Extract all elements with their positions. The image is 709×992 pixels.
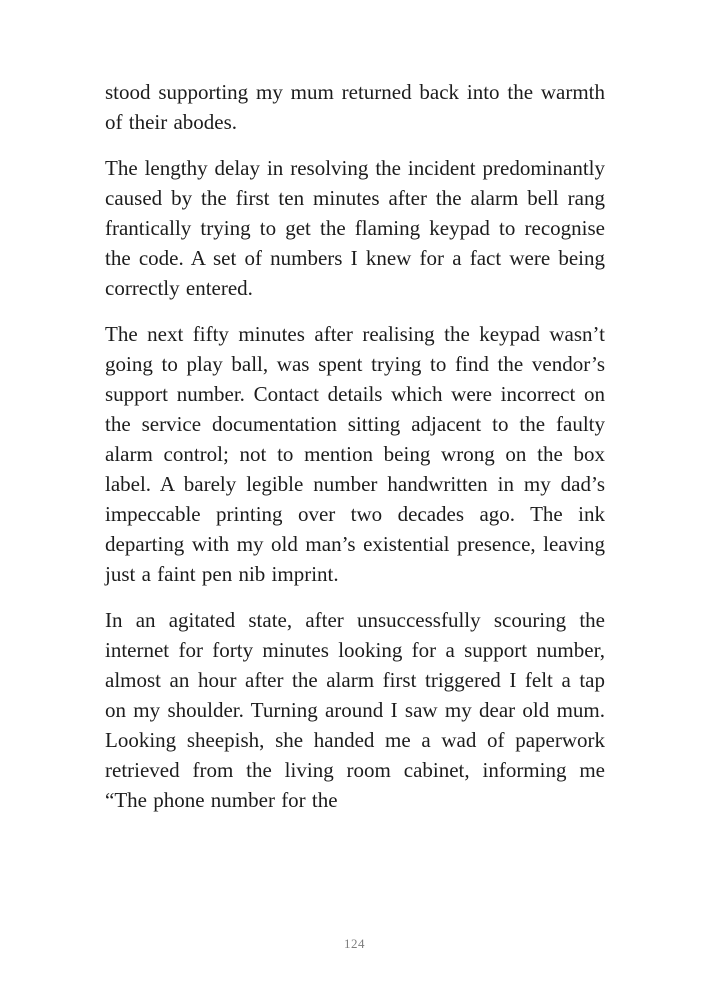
paragraph: The next fifty minutes after realising the keypad wasn’t going to play ball, was spent trying to find the vendor’s support number. Contact details which were incorrect on the service documentation sitting adjacent to the faulty alarm control; not to mention being wrong on the box label. A barely legible number handwritten in my dad’s impeccable printing over two decades ago. The ink departing with my old man’s existential presence, leaving just a faint pen nib imprint. xyxy=(105,322,605,586)
paragraph: The lengthy delay in resolving the incident predominantly caused by the first ten minutes after the alarm bell rang frantically trying to get the flaming keypad to recognise the code. A set of numbers I knew for a fact were being correctly entered. xyxy=(105,156,605,300)
paragraph: stood supporting my mum returned back into the warmth of their abodes. xyxy=(105,80,605,134)
page-footer xyxy=(0,935,709,953)
paragraph: In an agitated state, after unsuccessfully scouring the internet for forty minutes looking for a support number, almost an hour after the alarm first triggered I felt a tap on my shoulder. Turning around I saw my dear old mum. Looking sheepish, she handed me a wad of paperwork retrieved from the living room cabinet, informing me “The phone number for the xyxy=(105,608,605,812)
page-number: 124 xyxy=(344,936,365,951)
page-text-block xyxy=(105,77,605,815)
